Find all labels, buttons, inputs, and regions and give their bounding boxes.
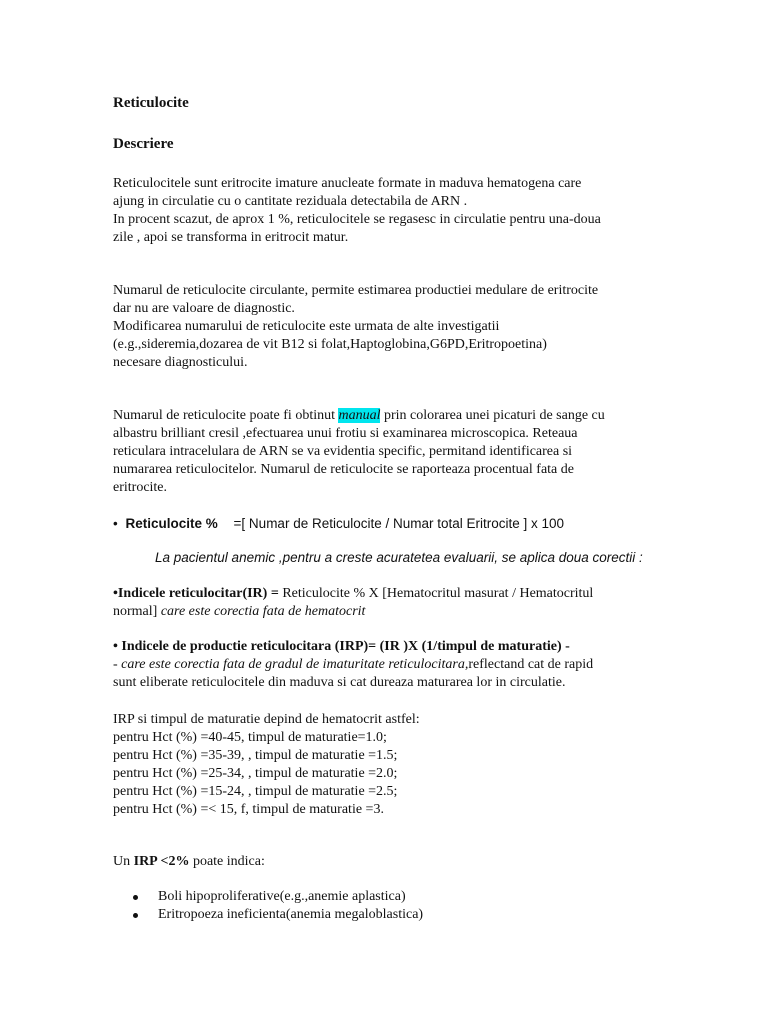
list-bullet-icon bbox=[133, 913, 138, 918]
paragraph-3-line bbox=[113, 407, 605, 425]
irp-low-suffix: poate indica: bbox=[189, 854, 265, 869]
maturation-line: pentru Hct (%) =40-45, timpul de maturatie=1.0; bbox=[113, 730, 387, 745]
formula-reticulocite bbox=[113, 515, 564, 533]
corrections-note: La pacientul anemic ,pentru a creste acuratetea evaluarii, se aplica doua corectii : bbox=[155, 550, 643, 565]
ir-text-2: normal] bbox=[113, 604, 161, 619]
list-bullet-icon bbox=[133, 895, 138, 900]
paragraph-1-line: Reticulocitele sunt eritrocite imature anucleate formate in maduva hematogena care bbox=[113, 176, 582, 191]
paragraph-2-line: (e.g.,sideremia,dozarea de vit B12 si folat,Haptoglobina,G6PD,Eritropoetina) bbox=[113, 337, 547, 352]
paragraph-2-line: Modificarea numarului de reticulocite este urmata de alte investigatii bbox=[113, 319, 500, 334]
paragraph-2-line: Numarul de reticulocite circulante, permite estimarea productiei medulare de eritrocite bbox=[113, 283, 599, 298]
document-title: Reticulocite bbox=[113, 95, 189, 111]
maturation-line: pentru Hct (%) =25-34, , timpul de maturatie =2.0; bbox=[113, 766, 398, 781]
irp-line-2 bbox=[113, 656, 593, 674]
maturation-line: pentru Hct (%) =< 15, f, timpul de maturatie =3. bbox=[113, 802, 384, 817]
maturation-line: pentru Hct (%) =35-39, , timpul de maturatie =1.5; bbox=[113, 748, 398, 763]
list-item: Eritropoeza ineficienta(anemia megaloblastica) bbox=[158, 907, 424, 922]
paragraph-2-line: dar nu are valoare de diagnostic. bbox=[113, 301, 295, 316]
irp-low-value: IRP <2% bbox=[133, 854, 190, 869]
formula-bullet: • bbox=[113, 516, 118, 531]
irp-note: - care este corectia fata de gradul de imaturitate reticulocitara, bbox=[113, 657, 469, 672]
paragraph-1-line: In procent scazut, de aprox 1 %, reticulocitele se regasesc in circulatie pentru una-doua bbox=[113, 212, 601, 227]
formula-text: =[ Numar de Reticulocite / Numar total Eritrocite ] x 100 bbox=[233, 516, 565, 531]
section-heading-descriere: Descriere bbox=[113, 136, 174, 152]
ir-line bbox=[113, 585, 593, 603]
irp-low-line bbox=[113, 853, 265, 871]
paragraph-3-text: prin colorarea unei picaturi de sange cu bbox=[380, 408, 605, 423]
paragraph-3-text: Numarul de reticulocite poate fi obtinut bbox=[113, 408, 339, 423]
irp-low-prefix: Un bbox=[113, 854, 134, 869]
ir-line-2 bbox=[113, 603, 365, 621]
paragraph-1-line: ajung in circulatie cu o cantitate reziduala detectabila de ARN . bbox=[113, 194, 468, 209]
paragraph-1-line: zile , apoi se transforma in eritrocit matur. bbox=[113, 230, 349, 245]
paragraph-3-line: reticulara intracelulara de ARN se va evidentia specific, permitand identificarea si bbox=[113, 444, 573, 459]
irp-formula: • Indicele de productie reticulocitara (IRP)= (IR )X (1/timpul de maturatie) - bbox=[113, 639, 570, 654]
maturation-line: pentru Hct (%) =15-24, , timpul de maturatie =2.5; bbox=[113, 784, 398, 799]
manual-highlight: manual bbox=[338, 408, 381, 423]
ir-text: Reticulocite % X [Hematocritul masurat / Hematocritul bbox=[278, 586, 594, 601]
irp-text: reflectand cat de rapid bbox=[468, 657, 594, 672]
paragraph-3-line: numararea reticulocitelor. Numarul de reticulocite se raporteaza procentual fata de bbox=[113, 462, 574, 477]
paragraph-3-line: albastru brilliant cresil ,efectuarea unui frotiu si examinarea microscopica. Reteaua bbox=[113, 426, 578, 441]
paragraph-3-line: eritrocite. bbox=[113, 480, 168, 495]
maturation-intro: IRP si timpul de maturatie depind de hematocrit astfel: bbox=[113, 712, 420, 727]
formula-label: Reticulocite % bbox=[125, 516, 218, 531]
irp-line-3: sunt eliberate reticulocitele din maduva si cat dureaza maturarea lor in circulatie. bbox=[113, 675, 566, 690]
list-item: Boli hipoproliferative(e.g.,anemie aplastica) bbox=[158, 889, 406, 904]
paragraph-2-line: necesare diagnosticului. bbox=[113, 355, 248, 370]
ir-label: •Indicele reticulocitar(IR) = bbox=[113, 586, 279, 601]
ir-note: care este corectia fata de hematocrit bbox=[160, 604, 366, 619]
